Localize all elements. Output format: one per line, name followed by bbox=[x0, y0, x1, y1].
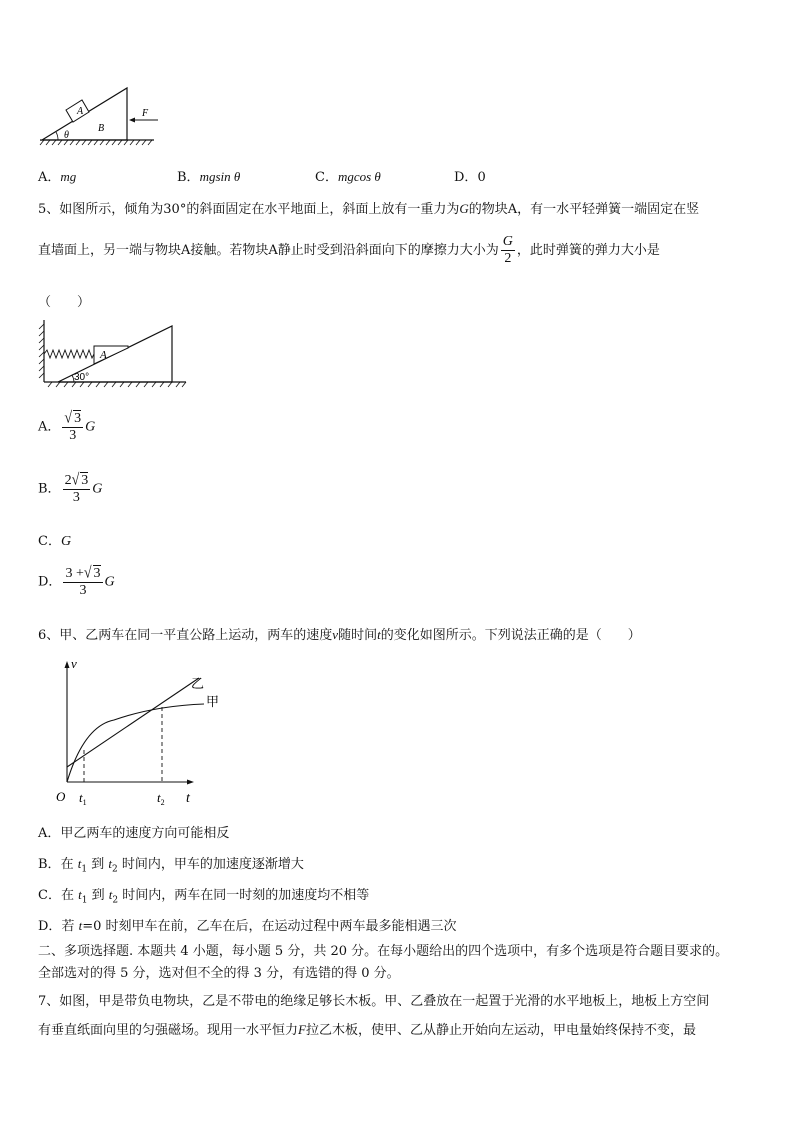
block-a-label: A bbox=[77, 106, 84, 117]
q6-option-c: C．在 $t_1$ 到 $t_2$ 时间内，两车在同一时刻的加速度均不相等 bbox=[38, 887, 370, 906]
section2-instructions-line1: 二、多项选择题. 本题共 4 小题，每小题 5 分，共 20 分。在每小题给出的四个选项中，有多个选项是符合题目要求的。 bbox=[38, 944, 729, 959]
q4-option-b: B．mgsin θ bbox=[177, 169, 241, 185]
q6-stem: 6、甲、乙两车在同一平直公路上运动，两车的速度v随时间t的变化如图所示。下列说法正确的是（ ） bbox=[38, 627, 641, 643]
q7-stem-line2: 有垂直纸面向里的匀强磁场。现用一水平恒力F拉乙木板，使甲、乙从静止开始向左运动，甲电量始终保持不变，最 bbox=[38, 1022, 696, 1038]
yi-series-label: 乙 bbox=[191, 677, 205, 692]
force-f-label: F bbox=[142, 108, 149, 119]
q6-option-a: A．甲乙两车的速度方向可能相反 bbox=[38, 826, 230, 841]
q5-option-a: A． $\frac{√ 3}{3}$ G bbox=[38, 409, 96, 443]
q5-option-d: D． $\frac{3 +√ 3}{3}$ G bbox=[38, 564, 115, 598]
q5-option-b: B． $\frac{2√ 3}{3}$ G bbox=[38, 471, 103, 505]
car-yi-line bbox=[67, 678, 199, 767]
q4-option-a: A．mg bbox=[38, 169, 77, 185]
velocity-time-graph bbox=[54, 654, 234, 810]
jia-series-label: 甲 bbox=[206, 695, 220, 710]
t1-label: $t_1$ bbox=[79, 790, 87, 807]
q6-option-d: D．若 t=0 时刻甲车在前，乙车在后，在运动过程中两车最多能相遇三次 bbox=[38, 918, 457, 934]
car-jia-curve bbox=[67, 704, 204, 782]
q4-option-d: D．0 bbox=[454, 170, 486, 185]
t2-label: $t_2$ bbox=[157, 790, 165, 807]
spring-incline-figure-q5 bbox=[38, 318, 190, 390]
incline-figure-q4 bbox=[36, 84, 166, 148]
q5-option-c: C．G bbox=[38, 534, 72, 549]
v-axis-label: v bbox=[71, 656, 77, 671]
t-axis-label: t bbox=[186, 791, 190, 806]
theta-label: θ bbox=[64, 130, 69, 141]
q5-stem-line1: 5、如图所示，倾角为30°的斜面固定在水平地面上，斜面上放有一重力为G的物块A，有一水平轻弹簧一端固定在竖 bbox=[38, 201, 700, 217]
block-a-label: A bbox=[100, 349, 107, 361]
block-b-label: B bbox=[98, 123, 105, 134]
angle-30-label: 30° bbox=[74, 372, 90, 383]
q7-stem-line1: 7、如图，甲是带负电物块，乙是不带电的绝缘足够长木板。甲、乙叠放在一起置于光滑的水平地板上，地板上方空间 bbox=[38, 994, 710, 1009]
q5-answer-paren: （ ） bbox=[38, 295, 91, 310]
q6-option-b: B．在 $t_1$ 到 $t_2$ 时间内，甲车的加速度逐渐增大 bbox=[38, 856, 304, 875]
q4-option-c: C．mgcos θ bbox=[315, 169, 381, 185]
q5-stem-line2: 直墙面上，另一端与物块A接触。若物块A静止时受到沿斜面向下的摩擦力大小为 $\frac{G}{2}$ ，此时弹簧的弹力大小是 bbox=[38, 234, 660, 266]
origin-label: O bbox=[56, 789, 66, 804]
g-over-2-fraction: $\frac{G}{2}$ bbox=[502, 234, 513, 266]
section2-instructions-line2: 全部选对的得 5 分，选对但不全的得 3 分，有选错的得 0 分。 bbox=[38, 966, 400, 981]
